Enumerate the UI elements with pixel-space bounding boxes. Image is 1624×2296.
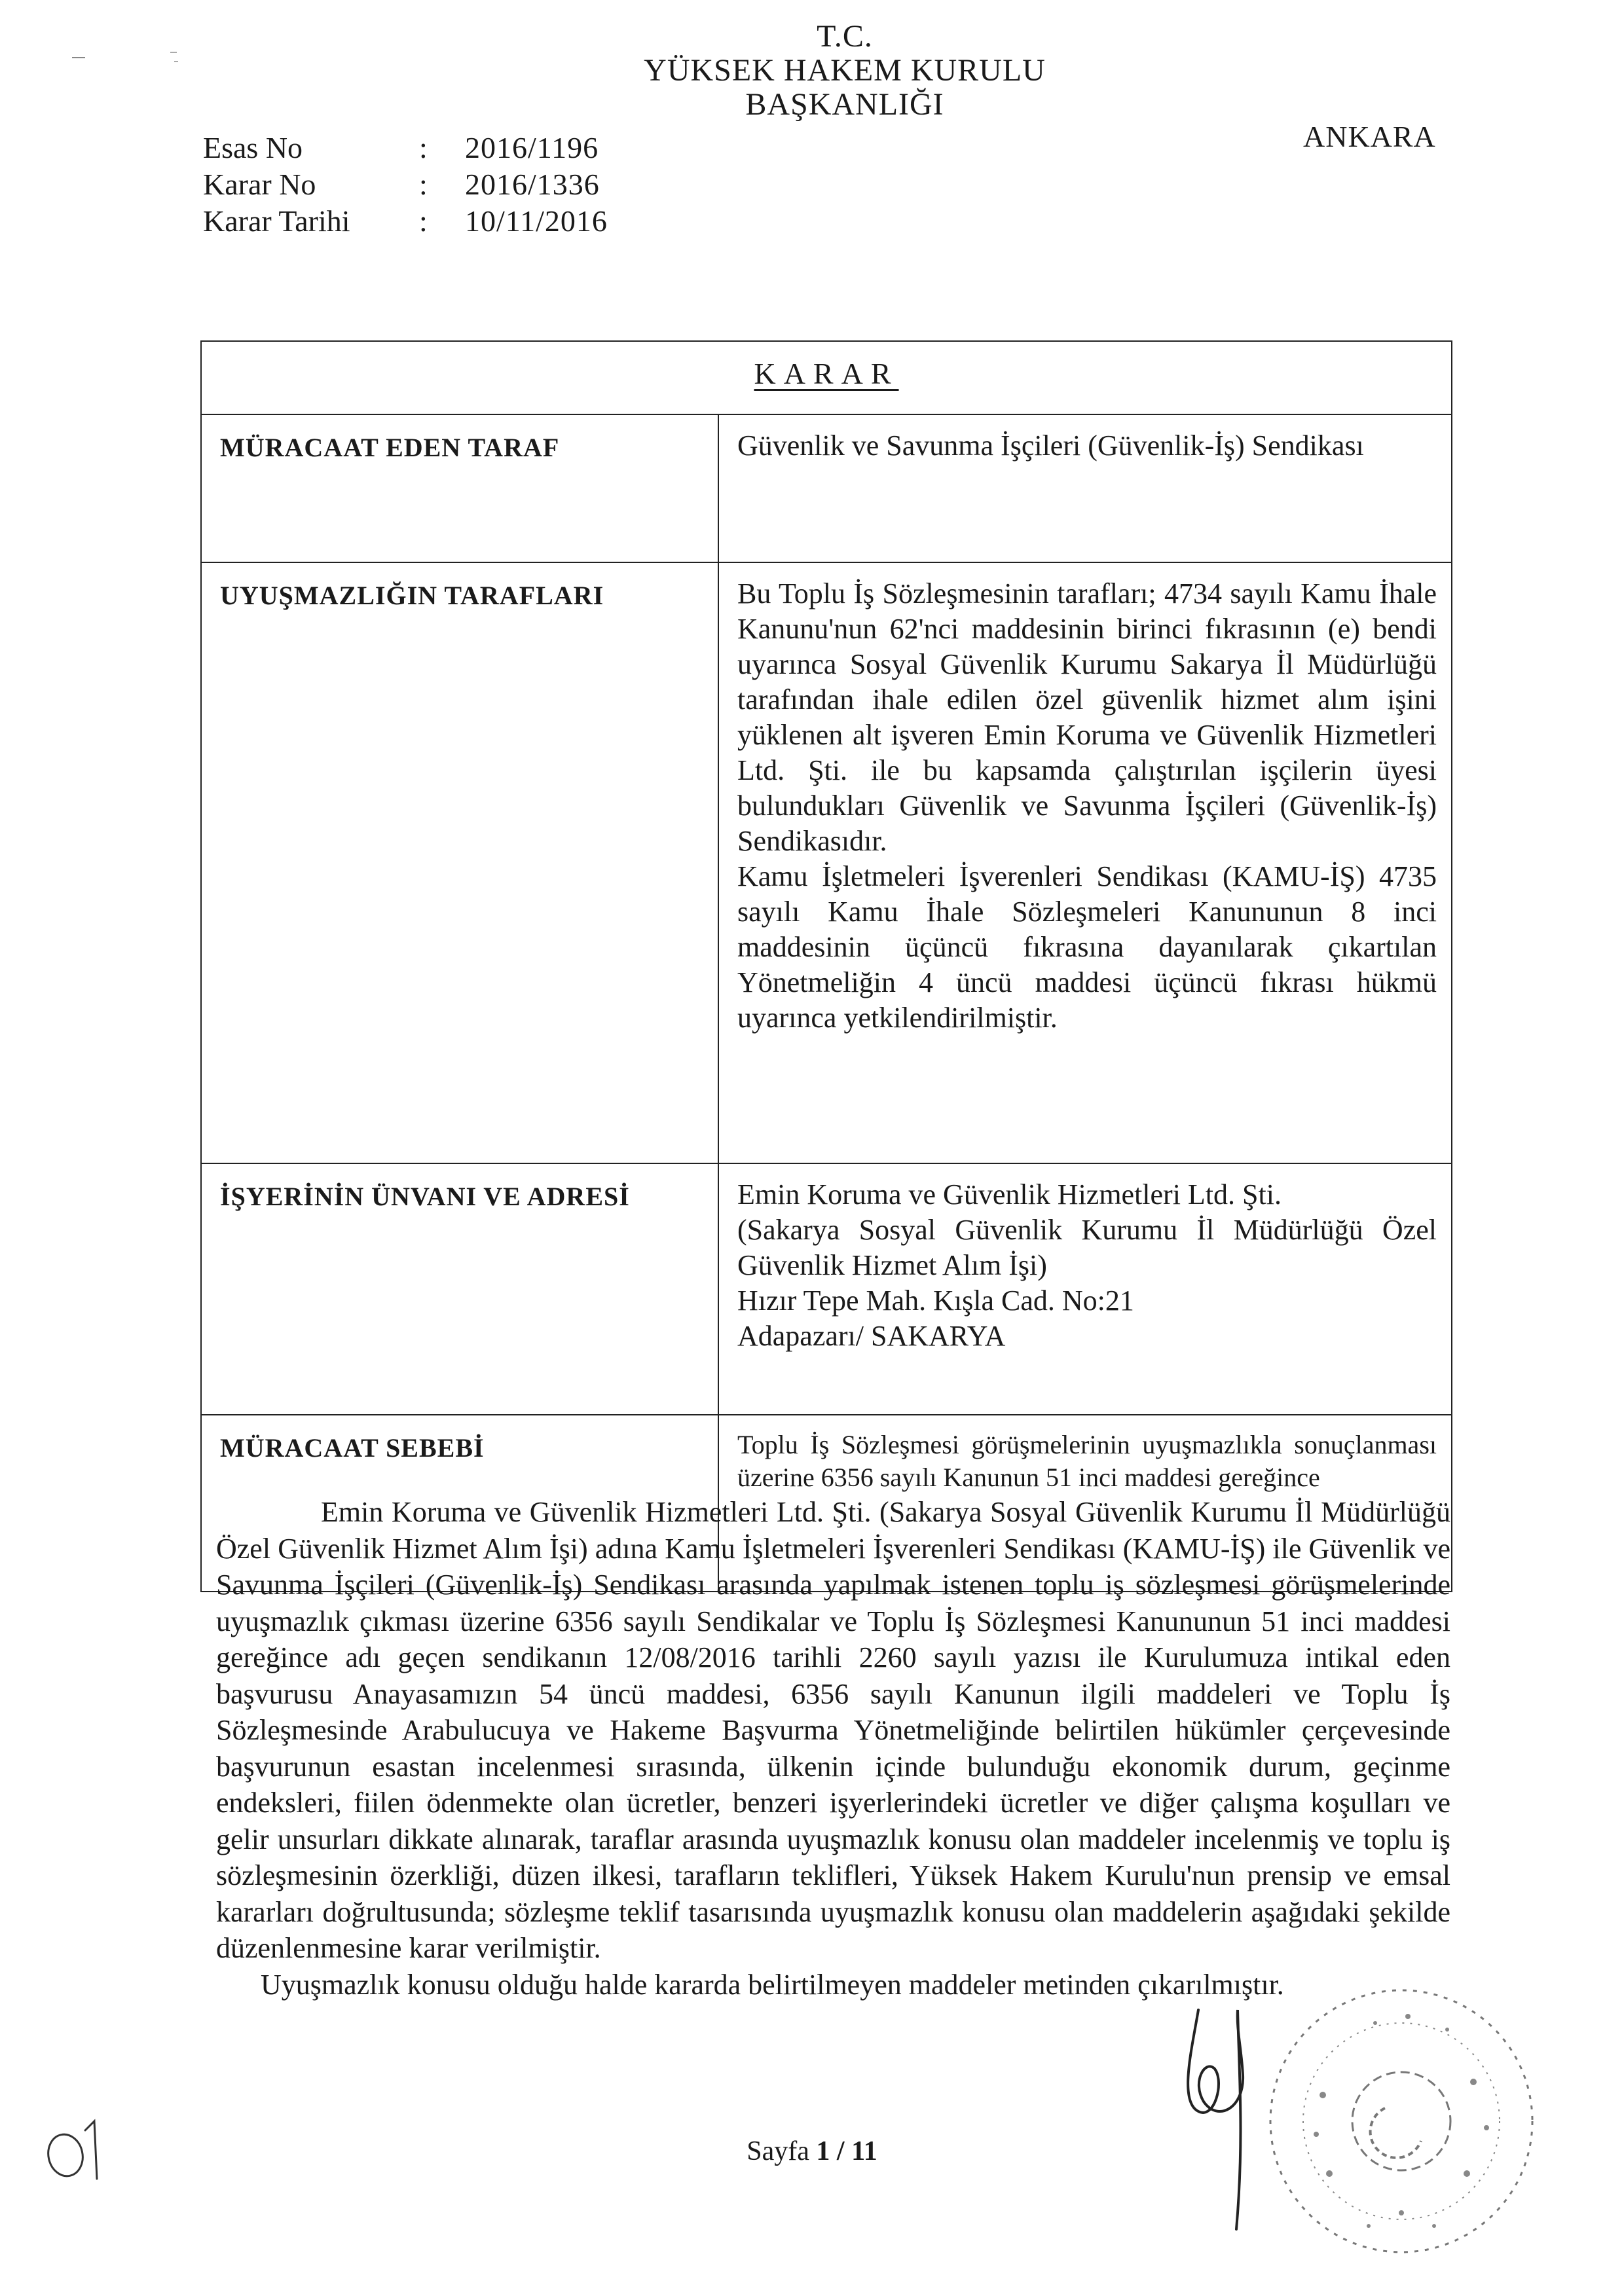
meta-label: Karar Tarihi: [203, 204, 350, 238]
row-value-line: Toplu İş Sözleşmesi görüşmelerinin uyuşmazlıkla sonuçlanması üzerine 6356 sayılı Kanunun 51 inci maddesi gereğince: [737, 1430, 1437, 1492]
meta-value: 2016/1336: [465, 168, 600, 201]
row-label-workplace: İŞYERİNİN ÜNVANI VE ADRESİ: [201, 1163, 718, 1415]
table-row: [201, 562, 1452, 1163]
header-line-department: BAŞKANLIĞI: [745, 87, 944, 122]
row-value-applicant: [718, 414, 1452, 562]
row-value-line: Emin Koruma ve Güvenlik Hizmetleri Ltd. Şti.: [737, 1178, 1282, 1211]
row-value-line: (Sakarya Sosyal Güvenlik Kurumu İl Müdürlüğü Özel Güvenlik Hizmet Alım İşi): [737, 1214, 1437, 1281]
meta-value: 10/11/2016: [465, 204, 608, 238]
row-value-line: Bu Toplu İş Sözleşmesinin tarafları; 4734 sayılı Kamu İhale Kanunu'nun 62'nci maddesinin birinci fıkrasının (e) bendi uyarınca Sosyal Güvenlik Kurumu Sakarya İl Müdürlüğü tarafından ihale edilen özel güvenlik hizmet alım işini yüklenen alt işveren Emin Koruma ve Güvenlik Hizmetleri Ltd. Şti. ile bu kapsamda çalıştırılan işçilerin üyesi bulundukları Güvenlik ve Savunma İşçileri (Güvenlik-İş) Sendikasıdır.: [737, 577, 1437, 857]
body-paragraph: Uyuşmazlık konusu olduğu halde kararda belirtilmeyen maddeler metinden çıkarılmıştır.: [261, 1968, 1284, 2001]
institution-header: [458, 20, 1231, 122]
row-value-line: Kamu İşletmeleri İşverenleri Sendikası (KAMU-İŞ) 4735 sayılı Kamu İhale Sözleşmeleri Kanununun 8 inci maddesinin üçüncü fıkrasına dayanılarak çıkartılan Yönetmeliğin 4 üncü maddesi üçüncü fıkrası hükmü uyarınca yetkilendirilmiştir.: [737, 860, 1437, 1034]
row-label-parties: UYUŞMAZLIĞIN TARAFLARI: [201, 562, 718, 1163]
scan-specks: [65, 33, 196, 72]
meta-row-karar: [203, 166, 608, 203]
handwritten-number: [39, 2095, 111, 2193]
table-row: [201, 1163, 1452, 1415]
page-total: 11: [851, 2136, 877, 2166]
page-separator: /: [830, 2136, 852, 2166]
header-line-institution: YÜKSEK HAKEM KURULU: [644, 53, 1046, 88]
decision-title-text: KARAR: [754, 357, 899, 390]
meta-label: Esas No: [203, 131, 303, 164]
meta-colon: :: [419, 168, 428, 201]
meta-row-tarih: [203, 203, 608, 240]
table-row: [201, 414, 1452, 562]
city-label: ANKARA: [1303, 120, 1436, 153]
meta-colon: :: [419, 204, 428, 238]
meta-row-esas: [203, 130, 608, 166]
decision-table-title: [201, 341, 1452, 414]
meta-value: 2016/1196: [465, 131, 599, 164]
row-label-reason: MÜRACAAT SEBEBİ: [201, 1415, 718, 1592]
page-prefix: Sayfa: [747, 2136, 817, 2166]
row-value-line: Adapazarı/ SAKARYA: [737, 1320, 1006, 1352]
row-value-workplace: [718, 1163, 1452, 1415]
case-meta: [203, 130, 608, 240]
header-line-tc: T.C.: [817, 19, 873, 54]
row-value-line: Hızır Tepe Mah. Kışla Cad. No:21: [737, 1285, 1134, 1317]
meta-label: Karar No: [203, 168, 316, 201]
row-value-line: Güvenlik ve Savunma İşçileri (Güvenlik-İş) Sendikası: [737, 429, 1364, 462]
meta-colon: :: [419, 131, 428, 164]
page-current: 1: [816, 2136, 830, 2166]
row-label-applicant: MÜRACAAT EDEN TARAF: [201, 414, 718, 562]
decision-body: [216, 1494, 1450, 2003]
official-seal: [1257, 1977, 1545, 2265]
body-paragraph: Emin Koruma ve Güvenlik Hizmetleri Ltd. Şti. (Sakarya Sosyal Güvenlik Kurumu İl Müdürlüğü Özel Güvenlik Hizmet Alım İşi) adına Kamu İşletmeleri İşverenleri Sendikası (KAMU-İŞ) ile Güvenlik ve Savunma İşçileri (Güvenlik-İş) Sendikası arasında yapılmak istenen toplu iş sözleşmesi görüşmelerinde uyuşmazlık çıkması üzerine 6356 sayılı Sendikalar ve Toplu İş Sözleşmesi Kanununun 51 inci maddesi gereğince adı geçen sendikanın 12/08/2016 tarihli 2260 sayılı yazısı ile Kurulumuza intikal eden başvurusu Anayasamızın 54 üncü maddesi, 6356 sayılı Kanunun ilgili maddeleri ve Toplu İş Sözleşmesinde Arabulucuya ve Hakeme Başvurma Yönetmeliğinde belirtilen hükümler çerçevesinde başvurunun esastan incelenmesi sırasında, ülkenin içinde bulunduğu ekonomik durum, geçinme endeksleri, fiilen ödenmekte olan ücretler, benzeri işyerlerindeki ücretler ve diğer çalışma koşulları ve gelir unsurları dikkate alınarak, taraflar arasında uyuşmazlık konusu olan maddeler incelenmiş ve toplu iş sözleşmesinin özerkliği, düzen ilkesi, tarafların teklifleri, Yüksek Hakem Kurulu'nun prensip ve emsal kararları doğrultusunda; sözleşme teklif tasarısında uyuşmazlık konusu olan maddelerin aşağıdaki şekilde düzenlenmesine karar verilmiştir.: [216, 1496, 1450, 1964]
decision-table: [200, 340, 1452, 1592]
row-value-parties: [718, 562, 1452, 1163]
